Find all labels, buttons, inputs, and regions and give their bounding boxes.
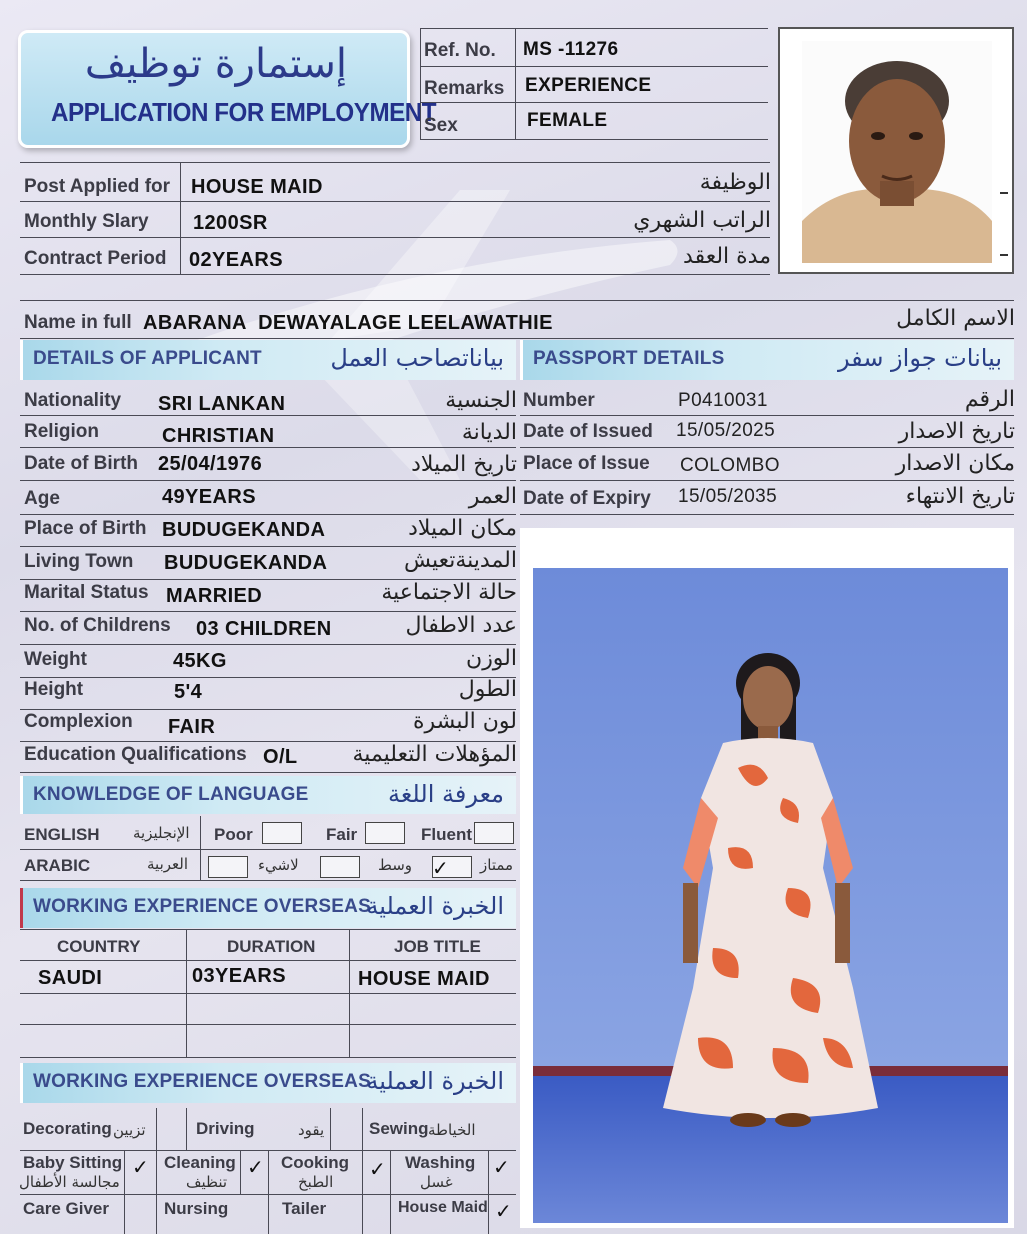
english-poor-checkbox[interactable]	[262, 822, 302, 844]
ref-no-value: MS -11276	[523, 39, 619, 60]
passport-number-label: Number	[523, 390, 595, 411]
nationality-arabic: الجنسية	[445, 388, 517, 413]
dob-label: Date of Birth	[24, 453, 138, 474]
issue-date-arabic: تاريخ الاصدار	[898, 419, 1015, 444]
experience-heading-arabic: الخبرة العملية	[366, 892, 504, 920]
skills-heading: WORKING EXPERIENCE OVERSEAS	[33, 1071, 371, 1092]
age-arabic: العمر	[468, 484, 517, 509]
duration-header: DURATION	[227, 937, 316, 956]
age-label: Age	[24, 488, 60, 509]
name-value: ABARANA DEWAYALAGE LEELAWATHIE	[143, 312, 553, 334]
nationality-value: SRI LANKAN	[158, 393, 286, 415]
passport-heading-arabic: بيانات جواز سفر	[837, 344, 1002, 372]
arabic-mid-checkbox[interactable]	[320, 856, 360, 878]
age-value: 49YEARS	[162, 486, 256, 508]
passport-heading: PASSPORT DETAILS	[533, 348, 725, 369]
contract-label: Contract Period	[24, 248, 167, 269]
language-section-header	[20, 776, 516, 814]
sex-value: FEMALE	[527, 110, 608, 131]
issue-place-value: COLOMBO	[680, 455, 780, 476]
marital-label: Marital Status	[24, 582, 149, 603]
form-title-english: APPLICATION FOR EMPLOYMENT	[51, 97, 437, 127]
driving-label: Driving	[196, 1119, 255, 1138]
experience-heading: WORKING EXPERIENCE OVERSEAS	[33, 896, 371, 917]
language-heading: KNOWLEDGE OF LANGUAGE	[33, 784, 309, 805]
education-value: O/L	[263, 746, 298, 768]
height-arabic: الطول	[458, 677, 517, 702]
issue-place-label: Place of Issue	[523, 453, 650, 474]
religion-label: Religion	[24, 421, 99, 442]
remarks-value: EXPERIENCE	[525, 75, 652, 96]
language-heading-arabic: معرفة اللغة	[387, 780, 504, 808]
decorating-arabic: تزيين	[113, 1121, 146, 1139]
marital-arabic: حالة الاجتماعية	[381, 580, 517, 605]
religion-arabic: الديانة	[461, 420, 517, 445]
sewing-arabic: الخياطة	[428, 1121, 476, 1139]
salary-arabic: الراتب الشهري	[633, 208, 771, 233]
marital-value: MARRIED	[166, 585, 263, 607]
skills-section-header	[20, 1063, 516, 1103]
post-value: HOUSE MAID	[191, 176, 323, 198]
fluent-label: Fluent	[421, 825, 472, 844]
issue-date-value: 15/05/2025	[676, 420, 776, 441]
issue-date-label: Date of Issued	[523, 421, 653, 442]
english-fluent-checkbox[interactable]	[474, 822, 514, 844]
birthplace-arabic: مكان الميلاد	[408, 516, 517, 541]
height-label: Height	[24, 679, 84, 700]
experience-duration: 03YEARS	[192, 965, 286, 987]
salary-value: 1200SR	[193, 212, 268, 234]
baby-sitting-label: Baby Sitting	[23, 1153, 123, 1172]
experience-country: SAUDI	[38, 967, 103, 989]
applicant-section-header	[20, 340, 516, 380]
cleaning-check-icon: ✓	[247, 1157, 264, 1179]
ref-no-label: Ref. No.	[424, 40, 496, 61]
poor-label: Poor	[214, 825, 253, 844]
height-value: 5'4	[174, 681, 203, 703]
full-body-image	[533, 568, 1008, 1223]
applicant-heading: DETAILS OF APPLICANT	[33, 348, 262, 369]
experience-section-header	[20, 888, 516, 928]
arabic-arabic: العربية	[147, 855, 188, 873]
arabic-excellent-check-icon: ✓	[432, 858, 449, 880]
cooking-check-icon: ✓	[369, 1159, 386, 1181]
fair-label: Fair	[326, 825, 358, 844]
applicant-heading-arabic: بياناتصاحب العمل	[330, 344, 504, 372]
expiry-date-label: Date of Expiry	[523, 488, 651, 509]
complexion-value: FAIR	[168, 716, 216, 738]
full-body-photo	[520, 528, 1014, 1228]
care-giver-label: Care Giver	[23, 1199, 109, 1218]
dob-value: 25/04/1976	[158, 453, 263, 475]
complexion-arabic: لون البشرة	[413, 709, 517, 734]
living-town-arabic: المدينةتعيش	[403, 548, 517, 573]
mid-arabic-label: وسط	[378, 856, 413, 874]
dob-arabic: تاريخ الميلاد	[411, 452, 517, 477]
contract-arabic: مدة العقد	[683, 244, 771, 269]
birthplace-label: Place of Birth	[24, 518, 147, 539]
post-label: Post Applied for	[24, 176, 171, 197]
arabic-label: ARABIC	[24, 856, 91, 875]
driving-arabic: يقود	[298, 1121, 325, 1139]
headshot-image	[802, 41, 992, 263]
baby-sitting-arabic: مجالسة الأطفال	[19, 1173, 120, 1191]
baby-sitting-check-icon: ✓	[132, 1157, 149, 1179]
post-arabic: الوظيفة	[699, 170, 771, 195]
washing-check-icon: ✓	[493, 1157, 510, 1179]
nationality-label: Nationality	[24, 390, 122, 411]
sewing-label: Sewing	[369, 1119, 429, 1138]
complexion-label: Complexion	[24, 711, 133, 732]
expiry-date-value: 15/05/2035	[678, 486, 778, 507]
arabic-none-checkbox[interactable]	[208, 856, 248, 878]
house-maid-skill-label: House Maid	[398, 1199, 488, 1216]
cooking-arabic: الطبخ	[298, 1173, 334, 1191]
passport-section-header	[520, 340, 1014, 380]
living-town-label: Living Town	[24, 551, 134, 572]
decorating-label: Decorating	[23, 1119, 112, 1138]
excellent-arabic-label: ممتاز	[480, 856, 514, 874]
cleaning-label: Cleaning	[164, 1153, 236, 1172]
contract-value: 02YEARS	[189, 249, 283, 271]
passport-number-arabic: الرقم	[964, 387, 1015, 412]
education-label: Education Qualifications	[24, 744, 247, 765]
name-label: Name in full	[24, 312, 132, 333]
weight-label: Weight	[24, 649, 87, 670]
english-arabic: الإنجليزية	[133, 824, 190, 842]
washing-label: Washing	[405, 1153, 476, 1172]
cooking-label: Cooking	[281, 1153, 349, 1172]
expiry-date-arabic: تاريخ الانتهاء	[905, 484, 1015, 509]
form-title-arabic: إستمارة توظيف	[84, 41, 347, 87]
experience-job-title: HOUSE MAID	[358, 968, 490, 990]
remarks-label: Remarks	[424, 78, 505, 99]
passport-number-value: P0410031	[678, 390, 768, 411]
sex-label: Sex	[424, 115, 458, 136]
birthplace-value: BUDUGEKANDA	[162, 519, 326, 541]
education-arabic: المؤهلات التعليمية	[352, 742, 517, 767]
name-arabic: الاسم الكامل	[896, 306, 1015, 331]
job-title-header: JOB TITLE	[394, 937, 481, 956]
passport-photo	[778, 27, 1014, 274]
issue-place-arabic: مكان الاصدار	[895, 451, 1015, 476]
children-arabic: عدد الاطفال	[405, 613, 517, 638]
skills-heading-arabic: الخبرة العملية	[366, 1067, 504, 1095]
none-arabic-label: لاشيء	[258, 856, 299, 874]
children-value: 03 CHILDREN	[196, 618, 332, 640]
form-title-banner	[18, 30, 437, 148]
salary-label: Monthly Slary	[24, 211, 149, 232]
weight-arabic: الوزن	[466, 646, 517, 671]
religion-value: CHRISTIAN	[162, 425, 275, 447]
washing-arabic: غسل	[420, 1173, 453, 1191]
children-label: No. of Childrens	[24, 615, 171, 636]
cleaning-arabic: تنظيف	[186, 1173, 228, 1191]
living-town-value: BUDUGEKANDA	[164, 552, 328, 574]
tailer-label: Tailer	[282, 1199, 327, 1218]
weight-value: 45KG	[173, 650, 227, 672]
english-fair-checkbox[interactable]	[365, 822, 405, 844]
nursing-label: Nursing	[164, 1199, 229, 1218]
house-maid-check-icon: ✓	[495, 1201, 512, 1223]
country-header: COUNTRY	[57, 937, 141, 956]
english-label: ENGLISH	[24, 825, 100, 844]
